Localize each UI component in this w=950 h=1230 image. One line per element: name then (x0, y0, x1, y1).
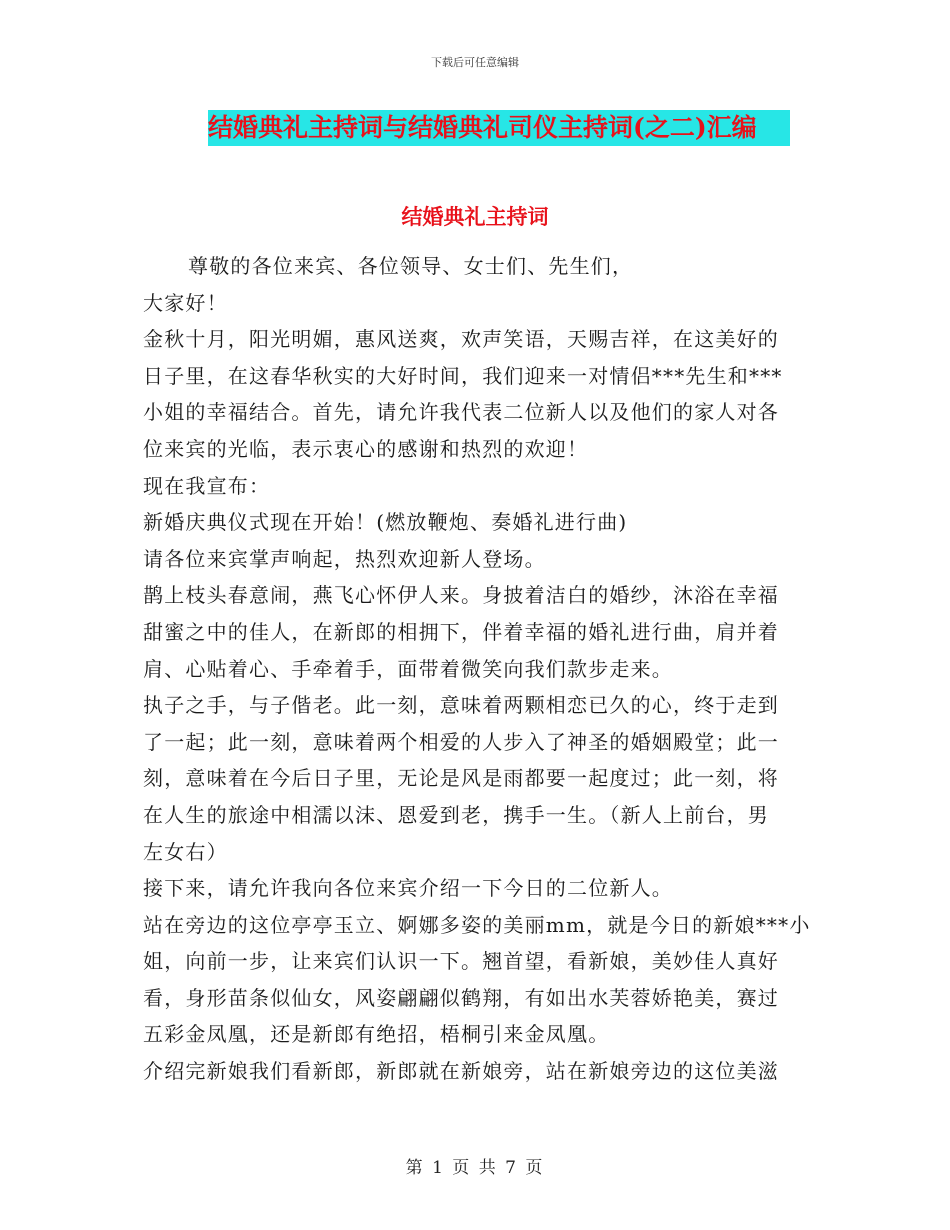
page-number-footer: 第 1 页 共 7 页 (405, 1158, 545, 1178)
document-title-highlight (208, 110, 790, 146)
body-line: 姐，向前一步，让来宾们认识一下。翘首望，看新娘，美妙佳人真好 (143, 949, 779, 974)
body-line: 日子里，在这春华秋实的大好时间，我们迎来一对情侣***先生和*** (143, 363, 783, 388)
body-line: 大家好！ (143, 290, 228, 315)
body-line: 尊敬的各位来宾、各位领导、女士们、先生们， (188, 254, 634, 278)
body-line: 甜蜜之中的佳人，在新郎的相拥下，伴着幸福的婚礼进行曲，肩并着 (143, 619, 779, 644)
body-line: 肩、心贴着心、手牵着手，面带着微笑向我们款步走来。 (143, 656, 673, 681)
body-line: 五彩金凤凰，还是新郎有绝招，梧桐引来金凤凰。 (143, 1022, 610, 1047)
body-line: 执子之手，与子偕老。此一刻，意味着两颗相恋已久的心，终于走到 (143, 693, 779, 718)
body-line: 位来宾的光临，表示衷心的感谢和热烈的欢迎！ (143, 436, 589, 461)
body-line: 介绍完新娘我们看新郎，新郎就在新娘旁，站在新娘旁边的这位美滋 (143, 1059, 779, 1084)
page-header-note: 下载后可任意编辑 (431, 56, 519, 69)
document-title: 结婚典礼主持词与结婚典礼司仪主持词(之二)汇编 (208, 113, 757, 142)
body-line: 金秋十月，阳光明媚，惠风送爽，欢声笑语，天赐吉祥，在这美好的 (143, 327, 779, 352)
body-line: 在人生的旅途中相濡以沫、恩爱到老，携手一生。（新人上前台，男 (143, 802, 769, 827)
body-line: 看，身形苗条似仙女，风姿翩翩似鹤翔，有如出水芙蓉娇艳美，赛过 (143, 985, 779, 1010)
body-line: 小姐的幸福结合。首先，请允许我代表二位新人以及他们的家人对各 (143, 400, 779, 425)
body-line: 刻，意味着在今后日子里，无论是风是雨都要一起度过；此一刻，将 (143, 766, 779, 791)
body-line: 新婚庆典仪式现在开始！(燃放鞭炮、奏婚礼进行曲) (143, 510, 628, 535)
section-heading: 结婚典礼主持词 (401, 204, 549, 229)
body-line: 鹊上枝头春意闹，燕飞心怀伊人来。身披着洁白的婚纱，沐浴在幸福 (143, 583, 779, 608)
body-line: 左女右） (143, 839, 228, 864)
document-body (143, 248, 811, 1090)
body-line: 请各位来宾掌声响起，热烈欢迎新人登场。 (143, 546, 546, 571)
body-line: 现在我宣布： (143, 473, 271, 498)
body-line: 接下来，请允许我向各位来宾介绍一下今日的二位新人。 (143, 876, 673, 901)
body-line: 了一起；此一刻，意味着两个相爱的人步入了神圣的婚姻殿堂；此一 (143, 729, 779, 754)
body-line: 站在旁边的这位亭亭玉立、婀娜多姿的美丽mm，就是今日的新娘***小 (143, 912, 811, 937)
